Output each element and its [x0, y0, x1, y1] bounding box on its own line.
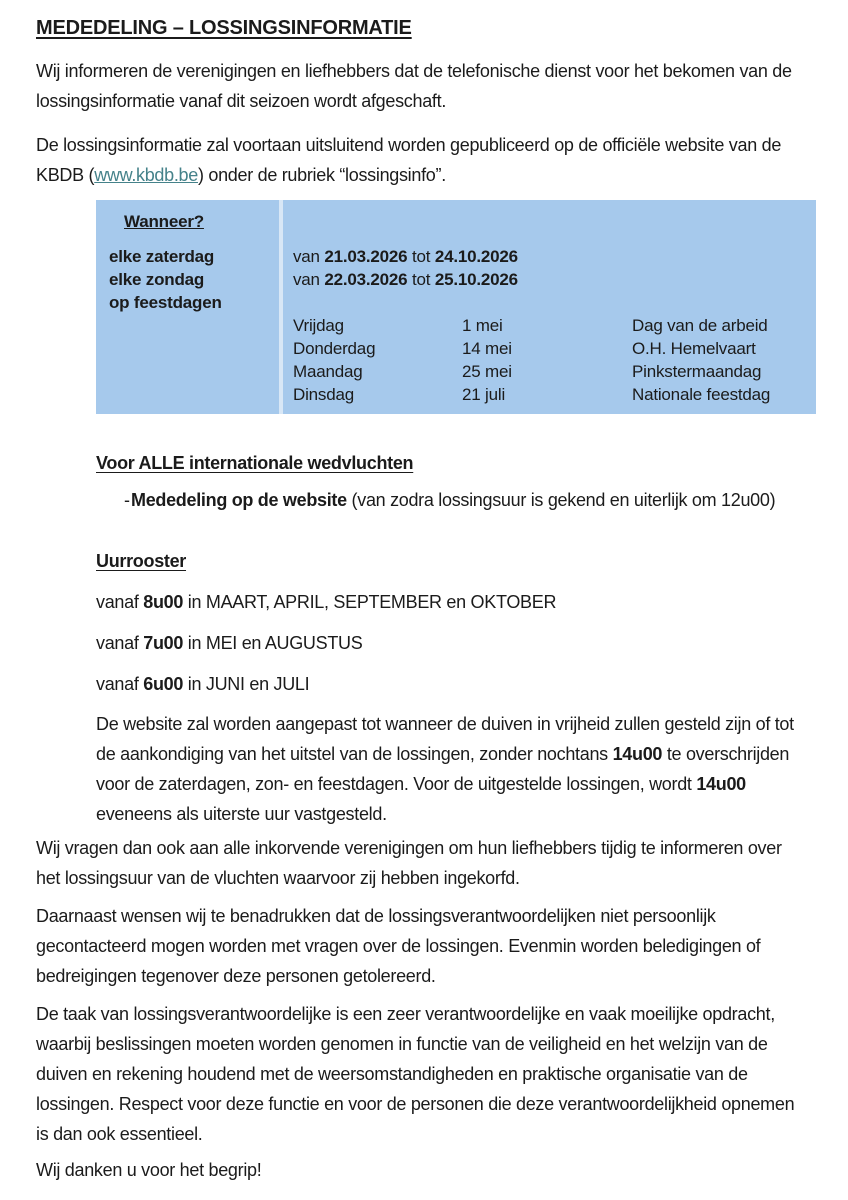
time-value: 8u00: [143, 592, 184, 612]
closing-paragraph-2: Daarnaast wensen wij te benadrukken dat de lossingsverantwoordelijken niet persoonlijk gecontacteerd mogen worden met vragen over de lossingen. Evenmin worden beledigingen of bedreigingen tegenover deze personen getolereerd.: [36, 906, 761, 986]
range-start-date: 21.03.2026: [324, 247, 408, 266]
time-months: in MAART, APRIL, SEPTEMBER en OKTOBER: [187, 592, 557, 612]
date-range-sunday: [293, 268, 806, 291]
range-end-date: 24.10.2026: [434, 247, 518, 266]
holiday-name: Pinkstermaandag: [632, 362, 762, 381]
bullet-item: [96, 486, 808, 514]
closing-paragraph-3: De taak van lossingsverantwoordelijke is een zeer verantwoordelijke en vaak moeilijke opdracht, waarbij beslissingen moeten worden genomen in functie van de veiligheid en het welzijn van de duiven en rekening houdend met de weersomstandigheden en praktische organisatie van de lossingen. Respect voor deze functie en voor de personen die deze verantwoordelijkheid opnemen is dan ook essentieel.: [36, 1004, 795, 1144]
closing-paragraph-1: Wij vragen dan ook aan alle inkorvende verenigingen om hun liefhebbers tijdig te informeren over het lossingsuur van de vluchten waarvoor zij hebben ingekorfd.: [36, 838, 782, 888]
bullet-marker: -: [124, 490, 130, 510]
range-middle: tot: [411, 247, 431, 266]
time-value: 7u00: [143, 633, 184, 653]
note-deadline-time: 14u00: [612, 744, 663, 764]
holiday-name: Dag van de arbeid: [632, 316, 768, 335]
note-segment: De website zal worden aangepast tot wanneer de duiven in vrijheid zullen gesteld zijn of tot de aankondiging van het uitstel van de lossingen, zonder nochtans: [96, 714, 794, 764]
uurrooster-heading: Uurrooster: [96, 551, 187, 571]
range-prefix: van: [293, 247, 320, 266]
holiday-name: Nationale feestdag: [632, 385, 771, 404]
uurrooster-section: [96, 546, 808, 829]
holiday-date: 14 mei: [462, 339, 512, 358]
intro-paragraph-2: [36, 130, 808, 190]
bullet-text-rest: (van zodra lossingsuur is gekend en uiterlijk om 12u00): [351, 490, 776, 510]
page-title: MEDEDELING – LOSSINGSINFORMATIE: [36, 17, 412, 39]
schedule-day-sunday: elke zondag: [109, 270, 205, 289]
time-line-7u00: [96, 628, 808, 658]
time-months: in MEI en AUGUSTUS: [187, 633, 363, 653]
holiday-row: [293, 360, 806, 383]
note-segment: te overschrijden voor de zaterdagen, zon- en feestdagen. Voor de uitgestelde lossingen, wordt: [96, 744, 790, 794]
intro-paragraph-2-after: ) onder de rubriek “lossingsinfo”.: [197, 165, 446, 185]
holiday-date: 1 mei: [462, 316, 503, 335]
spacer: [293, 291, 806, 314]
website-note-paragraph: [96, 709, 808, 829]
range-start-date: 22.03.2026: [324, 270, 408, 289]
schedule-day-holidays: op feestdagen: [109, 293, 222, 312]
holiday-weekday: Dinsdag: [293, 385, 354, 404]
time-line-8u00: [96, 587, 808, 617]
holiday-weekday: Maandag: [293, 362, 363, 381]
intro-paragraph-1: Wij informeren de verenigingen en liefhebbers dat de telefonische dienst voor het bekomen van de lossingsinformatie vanaf dit seizoen wordt afgeschaft.: [36, 61, 792, 111]
international-heading: Voor ALLE internationale wedvluchten: [96, 453, 414, 473]
schedule-table-left-column: [96, 200, 279, 414]
time-line-6u00: [96, 669, 808, 699]
time-prefix: vanaf: [96, 674, 139, 694]
range-end-date: 25.10.2026: [434, 270, 518, 289]
schedule-day-saturday: elke zaterdag: [109, 247, 215, 266]
bullet-text: [131, 486, 808, 514]
holiday-weekday: Donderdag: [293, 339, 376, 358]
time-months: in JUNI en JULI: [187, 674, 310, 694]
intro-paragraph-2-before: De lossingsinformatie zal voortaan uitsluitend worden gepubliceerd op de officiële website van de KBDB (: [36, 135, 782, 185]
holiday-name: O.H. Hemelvaart: [632, 339, 756, 358]
range-prefix: van: [293, 270, 320, 289]
spacer: [293, 210, 806, 245]
date-range-saturday: [293, 245, 806, 268]
bullet-text-bold: Mededeling op de website: [131, 490, 347, 510]
holiday-date: 25 mei: [462, 362, 512, 381]
kbdb-link[interactable]: www.kbdb.be: [94, 165, 198, 185]
note-deadline-time: 14u00: [696, 774, 746, 794]
schedule-table-header: Wanneer?: [124, 212, 204, 231]
holiday-row: [293, 337, 806, 360]
time-prefix: vanaf: [96, 633, 139, 653]
holiday-date: 21 juli: [462, 385, 506, 404]
range-middle: tot: [411, 270, 431, 289]
schedule-table-right-column: [283, 200, 816, 414]
holiday-row: [293, 314, 806, 337]
time-prefix: vanaf: [96, 592, 139, 612]
international-section: [96, 448, 808, 514]
schedule-table: [96, 200, 816, 414]
closing-thanks: Wij danken u voor het begrip!: [36, 1160, 262, 1180]
time-value: 6u00: [143, 674, 184, 694]
spacer: [109, 233, 279, 245]
holiday-row: [293, 383, 806, 406]
note-segment: eveneens als uiterste uur vastgesteld.: [96, 804, 387, 824]
holiday-weekday: Vrijdag: [293, 316, 344, 335]
